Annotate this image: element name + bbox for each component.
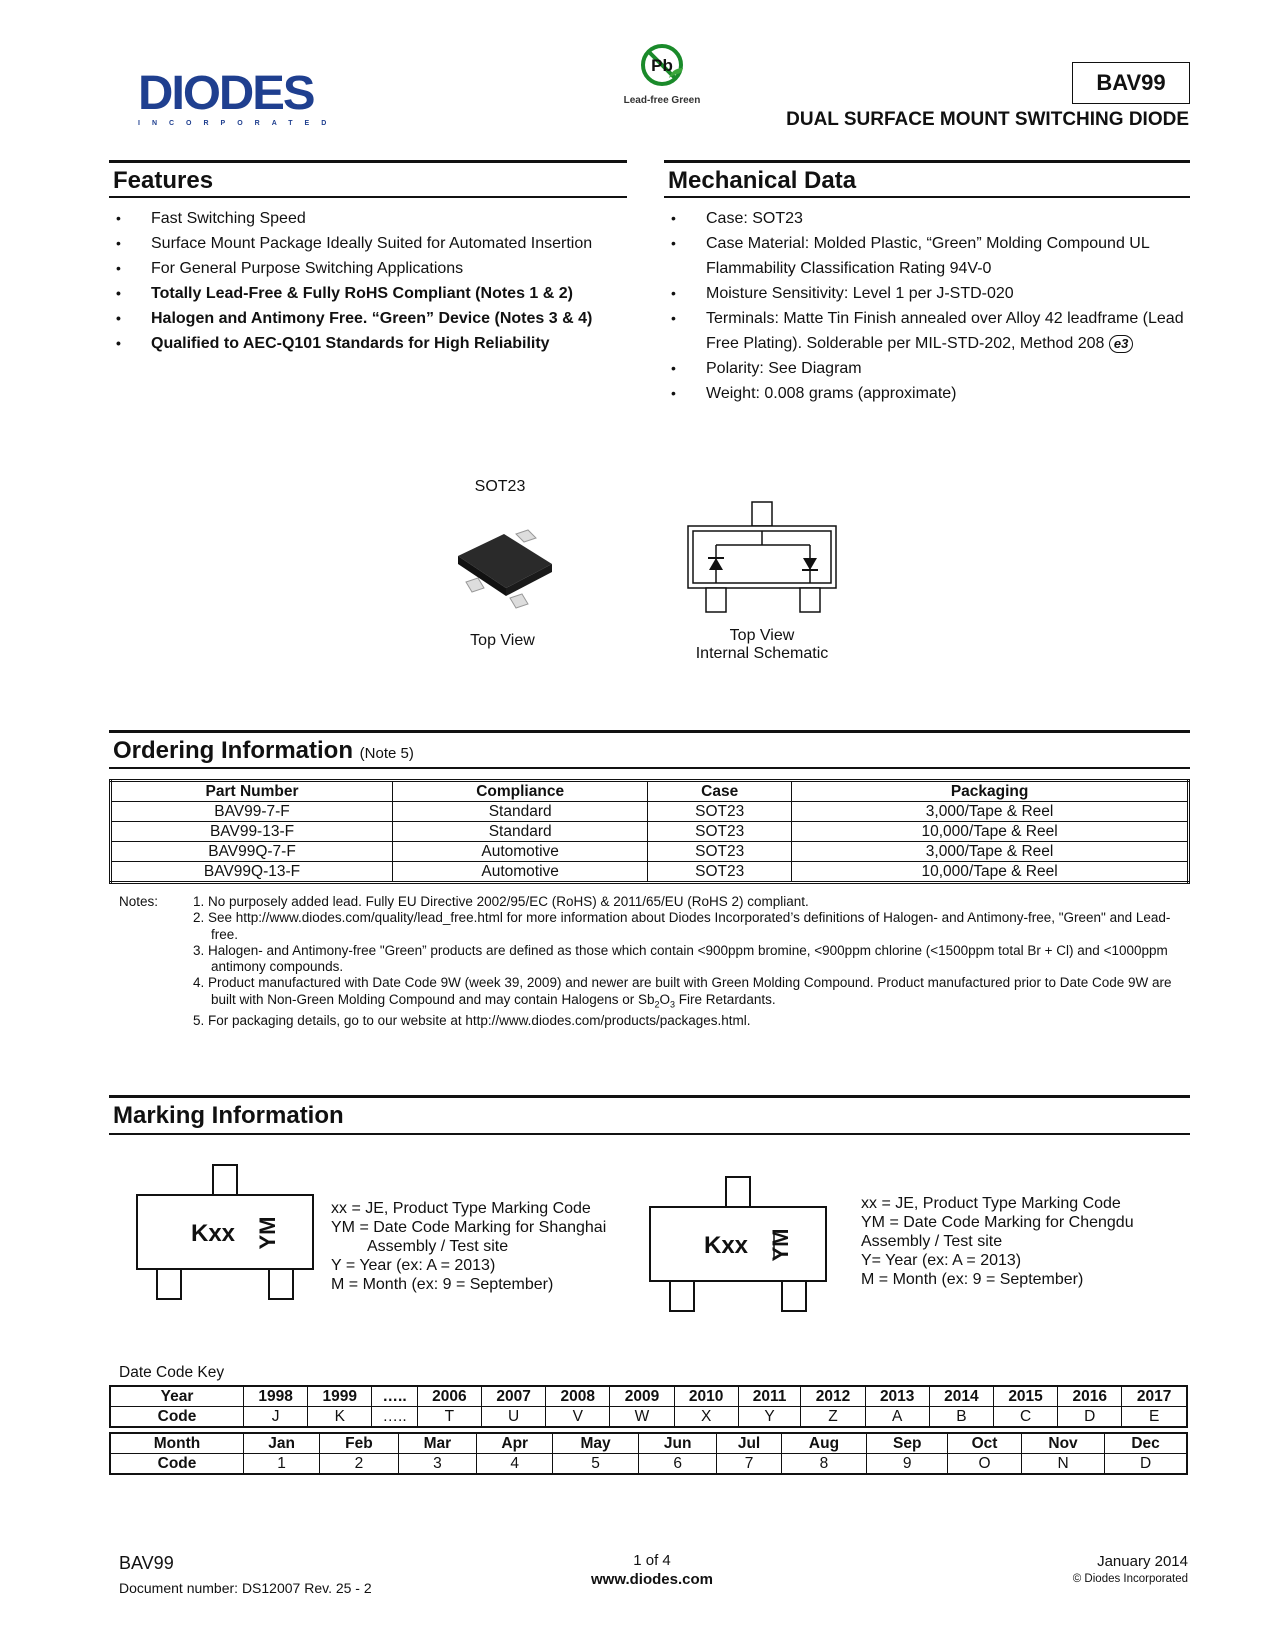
feature-item: • Halogen and Antimony Free. “Green” Device (Notes 3 & 4) xyxy=(114,306,634,331)
date-code-cell: O xyxy=(948,1454,1022,1475)
footer-copyright: © Diodes Incorporated xyxy=(1072,1573,1188,1585)
feature-item: • Fast Switching Speed xyxy=(114,206,634,231)
date-code-cell: 6 xyxy=(638,1454,716,1475)
schematic-caption-1: Top View xyxy=(729,627,795,644)
marking-legend-line: YM = Date Code Marking for Shanghai xyxy=(331,1219,607,1236)
date-code-cell: 2012 xyxy=(801,1386,865,1407)
features-header xyxy=(109,160,627,198)
date-code-cell: B xyxy=(929,1407,993,1428)
mechanical-item xyxy=(669,281,1199,306)
marking-title: Marking Information xyxy=(113,1102,344,1129)
date-code-cell: X xyxy=(674,1407,738,1428)
ordering-title: Ordering Information xyxy=(113,737,353,764)
table-cell: SOT23 xyxy=(648,822,792,842)
table-cell: BAV99-7-F xyxy=(111,802,393,822)
date-code-cell: Feb xyxy=(320,1433,398,1454)
date-code-cell: 1 xyxy=(244,1454,320,1475)
features-list xyxy=(114,206,634,356)
svg-text:Pb: Pb xyxy=(651,56,673,75)
date-code-cell: 2013 xyxy=(865,1386,929,1407)
feature-item: • Totally Lead-Free & Fully RoHS Compliant (Notes 1 & 2) xyxy=(114,281,634,306)
date-code-cell: J xyxy=(244,1407,308,1428)
marking-right-chip-side: YM xyxy=(768,1228,793,1262)
date-code-row-label: Code xyxy=(110,1454,244,1475)
mechanical-item-text: Polarity: See Diagram xyxy=(706,360,862,377)
date-code-cell: 2016 xyxy=(1058,1386,1122,1407)
note-item xyxy=(193,975,1193,1012)
date-code-cell: D xyxy=(1058,1407,1122,1428)
mechanical-item-text: Moisture Sensitivity: Level 1 per J-STD-020 xyxy=(706,285,1014,302)
date-code-cell: 9 xyxy=(867,1454,948,1475)
document-subtitle: DUAL SURFACE MOUNT SWITCHING DIODE xyxy=(786,109,1189,130)
ordering-col-header: Part Number xyxy=(111,781,393,802)
table-row xyxy=(111,802,1189,822)
note4-text: O xyxy=(659,991,671,1007)
ordering-col-header: Case xyxy=(648,781,792,802)
date-code-cell: Mar xyxy=(398,1433,477,1454)
mechanical-item-text: Case Material: Molded Plastic, “Green” Molding Compound UL Flammability Classification Rating 94V-0 xyxy=(706,235,1150,277)
diodes-logo xyxy=(138,67,343,130)
date-code-cell: 2009 xyxy=(610,1386,674,1407)
date-code-cell: U xyxy=(482,1407,546,1428)
package-top-view-caption: Top View xyxy=(470,632,535,649)
mechanical-item-text: Terminals: Matte Tin Finish annealed over Alloy 42 leadframe (Lead Free Plating). Solderable per MIL-STD-202, Method 208 xyxy=(706,310,1184,352)
date-code-cell: 7 xyxy=(717,1454,781,1475)
logo-text: DIODES xyxy=(138,67,314,120)
date-code-cell: T xyxy=(417,1407,481,1428)
table-cell: 3,000/Tape & Reel xyxy=(792,802,1189,822)
table-cell: Automotive xyxy=(393,842,648,862)
table-cell: BAV99Q-13-F xyxy=(111,862,393,883)
date-code-cell: Jun xyxy=(638,1433,716,1454)
date-code-cell: ….. xyxy=(372,1407,417,1428)
table-cell: BAV99-13-F xyxy=(111,822,393,842)
date-code-cell: 8 xyxy=(781,1454,867,1475)
footer-page: 1 of 4 xyxy=(633,1552,671,1569)
notes-body xyxy=(193,894,1193,1029)
date-code-cell: K xyxy=(308,1407,372,1428)
date-code-cell: E xyxy=(1122,1407,1187,1428)
date-code-cell: A xyxy=(865,1407,929,1428)
footer-part: BAV99 xyxy=(119,1553,174,1573)
date-code-cell: 2017 xyxy=(1122,1386,1187,1407)
date-code-cell: Jul xyxy=(717,1433,781,1454)
date-code-cell: Sep xyxy=(867,1433,948,1454)
ordering-table xyxy=(109,779,1190,884)
table-cell: SOT23 xyxy=(648,862,792,883)
date-code-cell: N xyxy=(1021,1454,1104,1475)
note-item: 2. See http://www.diodes.com/quality/lead_free.html for more information about Diodes Incorporated’s definitions of Halogen- and Antimony-free, "Green" and Lead-free. xyxy=(193,910,1171,942)
mechanical-item xyxy=(669,306,1199,356)
month-code-table xyxy=(109,1432,1188,1475)
marking-legend-line: Y = Year (ex: A = 2013) xyxy=(331,1257,496,1274)
mechanical-list xyxy=(669,206,1199,406)
marking-legend-line: Assembly / Test site xyxy=(861,1233,1003,1250)
date-code-cell: 2010 xyxy=(674,1386,738,1407)
marking-header xyxy=(109,1095,1190,1135)
date-code-row-label: Month xyxy=(110,1433,244,1454)
mechanical-item xyxy=(669,381,1199,406)
date-code-cell: Aug xyxy=(781,1433,867,1454)
marking-legend-line: xx = JE, Product Type Marking Code xyxy=(331,1200,591,1217)
sot23-package-image xyxy=(452,528,562,610)
date-code-row-label: Code xyxy=(110,1407,244,1428)
lead-free-label: Lead-free Green xyxy=(623,95,701,106)
date-code-cell: 1998 xyxy=(244,1386,308,1407)
marking-right-chip-text: Kxx xyxy=(703,1232,749,1259)
date-code-cell: ….. xyxy=(372,1386,417,1407)
date-code-cell: 2 xyxy=(320,1454,398,1475)
table-cell: SOT23 xyxy=(648,842,792,862)
mechanical-item xyxy=(669,356,1199,381)
notes-label: Notes: xyxy=(119,894,159,909)
date-code-cell: 5 xyxy=(553,1454,639,1475)
date-code-cell: Z xyxy=(801,1407,865,1428)
date-code-cell: C xyxy=(993,1407,1057,1428)
date-code-cell: 2015 xyxy=(993,1386,1057,1407)
year-code-table xyxy=(109,1385,1188,1428)
date-code-cell: Jan xyxy=(244,1433,320,1454)
footer-website[interactable]: www.diodes.com xyxy=(591,1571,713,1588)
table-cell: Automotive xyxy=(393,862,648,883)
date-code-cell: Nov xyxy=(1021,1433,1104,1454)
ordering-header xyxy=(109,730,1190,769)
note-item: 1. No purposely added lead. Fully EU Directive 2002/95/EC (RoHS) & 2011/65/EU (RoHS 2) compliant. xyxy=(193,894,809,909)
table-row xyxy=(111,862,1189,883)
part-number-box: BAV99 xyxy=(1072,62,1190,104)
feature-item: • Qualified to AEC-Q101 Standards for High Reliability xyxy=(114,331,634,356)
ordering-col-header: Compliance xyxy=(393,781,648,802)
note4-text: 4. Product manufactured with Date Code 9W (week 39, 2009) and newer are built with Green Molding Compound. Product manufactured prior to Date Code 9W are built with Non-Green Molding Compound and may contain Halogens or Sb xyxy=(193,975,1172,1007)
date-code-cell: Oct xyxy=(948,1433,1022,1454)
feature-item: • Surface Mount Package Ideally Suited for Automated Insertion xyxy=(114,231,634,256)
package-label: SOT23 xyxy=(474,478,526,495)
features-title: Features xyxy=(113,167,214,194)
table-cell: 10,000/Tape & Reel xyxy=(792,862,1189,883)
marking-legend-left xyxy=(331,1199,651,1294)
marking-left-chip-side: YM xyxy=(255,1216,280,1250)
mechanical-item xyxy=(669,231,1199,281)
table-cell: Standard xyxy=(393,822,648,842)
schematic-caption-2: Internal Schematic xyxy=(695,645,829,662)
logo-subtext: INCORPORATED xyxy=(138,120,339,127)
ordering-note: (Note 5) xyxy=(359,745,414,762)
date-code-cell: W xyxy=(610,1407,674,1428)
marking-legend-line: YM = Date Code Marking for Chengdu xyxy=(861,1214,1134,1231)
e3-mark-icon: e3 xyxy=(1109,335,1133,353)
marking-legend-right xyxy=(861,1194,1191,1289)
date-code-key-title: Date Code Key xyxy=(119,1364,225,1381)
date-code-cell: Apr xyxy=(477,1433,553,1454)
date-code-cell: 2014 xyxy=(929,1386,993,1407)
table-cell: 10,000/Tape & Reel xyxy=(792,822,1189,842)
marking-diagram-left xyxy=(135,1163,315,1303)
marking-legend-line: Y= Year (ex: A = 2013) xyxy=(861,1252,1022,1269)
date-code-cell: V xyxy=(546,1407,610,1428)
note4-sub: 2 xyxy=(654,999,660,1010)
date-code-cell: Y xyxy=(738,1407,801,1428)
table-row xyxy=(111,822,1189,842)
table-cell: 3,000/Tape & Reel xyxy=(792,842,1189,862)
table-row xyxy=(111,842,1189,862)
table-cell: BAV99Q-7-F xyxy=(111,842,393,862)
feature-item: • For General Purpose Switching Applications xyxy=(114,256,634,281)
ordering-col-header: Packaging xyxy=(792,781,1189,802)
mechanical-item xyxy=(669,206,1199,231)
mechanical-item-text: Weight: 0.008 grams (approximate) xyxy=(706,385,957,402)
internal-schematic-diagram xyxy=(686,500,838,616)
marking-legend-line: M = Month (ex: 9 = September) xyxy=(331,1276,554,1293)
lead-free-badge xyxy=(607,42,717,106)
date-code-row-label: Year xyxy=(110,1386,244,1407)
lead-free-icon xyxy=(639,42,685,88)
date-code-cell: 2007 xyxy=(482,1386,546,1407)
marking-legend-line: xx = JE, Product Type Marking Code xyxy=(861,1195,1121,1212)
note4-sub: 3 xyxy=(670,999,676,1010)
date-code-cell: D xyxy=(1105,1454,1187,1475)
note4-text: Fire Retardants. xyxy=(675,991,776,1007)
mechanical-header xyxy=(664,160,1190,198)
mechanical-title: Mechanical Data xyxy=(668,167,857,194)
date-code-cell: 4 xyxy=(477,1454,553,1475)
date-code-cell: 3 xyxy=(398,1454,477,1475)
footer-date: January 2014 xyxy=(1097,1553,1188,1570)
date-code-cell: 2006 xyxy=(417,1386,481,1407)
date-code-cell: 2008 xyxy=(546,1386,610,1407)
marking-legend-line: Assembly / Test site xyxy=(367,1238,509,1255)
table-cell: Standard xyxy=(393,802,648,822)
table-cell: SOT23 xyxy=(648,802,792,822)
note-item: 3. Halogen- and Antimony-free "Green” products are defined as those which contain <900ppm bromine, <900ppm chlorine (<1500ppm total Br + Cl) and <1000ppm antimony compounds. xyxy=(193,942,1168,975)
date-code-cell: 2011 xyxy=(738,1386,801,1407)
date-code-cell: 1999 xyxy=(308,1386,372,1407)
marking-left-chip-text: Kxx xyxy=(190,1220,236,1247)
footer-doc-number: Document number: DS12007 Rev. 25 - 2 xyxy=(119,1580,372,1596)
mechanical-item-text: Case: SOT23 xyxy=(706,210,803,227)
marking-legend-line: M = Month (ex: 9 = September) xyxy=(861,1271,1084,1288)
date-code-cell: Dec xyxy=(1105,1433,1187,1454)
marking-diagram-right xyxy=(648,1175,828,1315)
note-item: 5. For packaging details, go to our website at http://www.diodes.com/products/packages.html. xyxy=(193,1012,751,1028)
date-code-cell: May xyxy=(553,1433,639,1454)
